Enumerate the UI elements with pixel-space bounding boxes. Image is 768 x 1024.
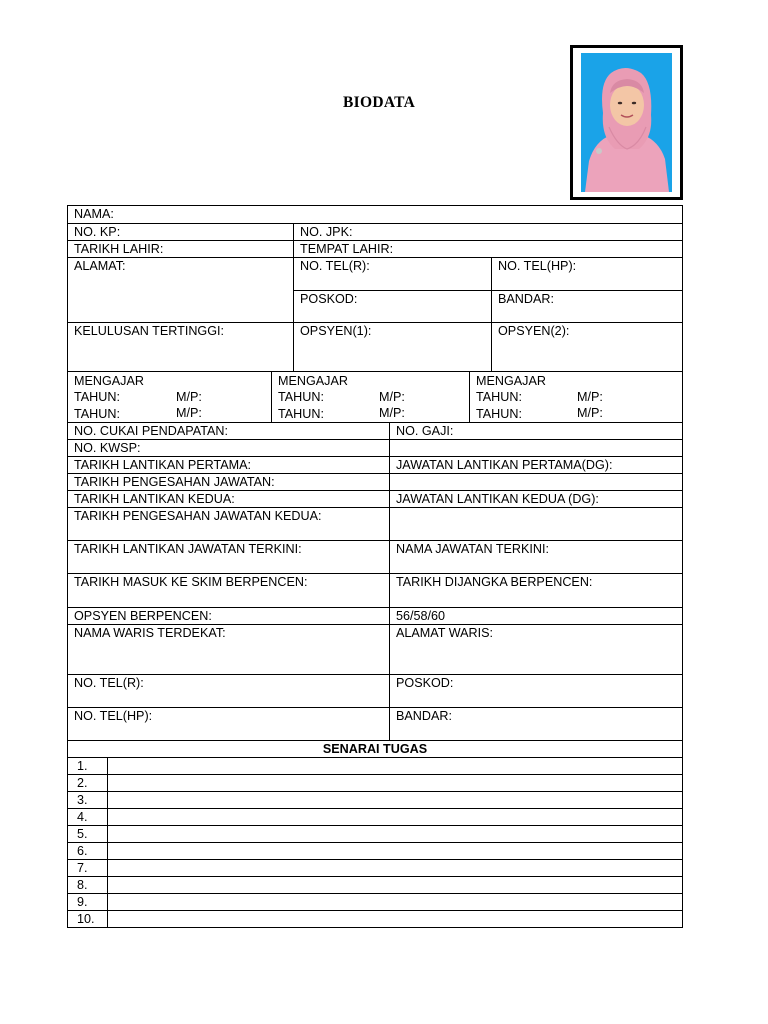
jawatan-pertama-field[interactable]: JAWATAN LANTIKAN PERTAMA(DG): [396,458,613,472]
waris-tel-r-field[interactable]: NO. TEL(R): [68,675,390,707]
mengajar-col-2[interactable] [272,372,470,422]
no-tel-r-field[interactable]: NO. TEL(R): [300,259,370,273]
pengesahan-kedua-value[interactable] [390,508,682,540]
mengajar-label: MENGAJAR [74,374,144,388]
poskod-field[interactable]: POSKOD: [300,292,358,306]
tugas-entry-field[interactable] [108,758,682,774]
biodata-form [67,205,683,928]
tugas-number: 8. [68,877,108,893]
tugas-entry-field[interactable] [108,911,682,927]
pengesahan-field[interactable]: TARIKH PENGESAHAN JAWATAN: [68,474,390,490]
tugas-number: 2. [68,775,108,791]
bandar-field[interactable]: BANDAR: [498,292,554,306]
lantikan-kedua-field[interactable]: TARIKH LANTIKAN KEDUA: [68,491,390,507]
mengajar-col-1[interactable] [68,372,272,422]
tugas-number: 9. [68,894,108,910]
mengajar-label: MENGAJAR [476,374,546,388]
document-title: BIODATA [343,94,416,111]
tugas-number: 4. [68,809,108,825]
tahun-label: TAHUN: [476,406,522,421]
tahun-label: TAHUN: [74,390,120,405]
tugas-row [68,826,682,843]
jawatan-kedua-field[interactable]: JAWATAN LANTIKAN KEDUA (DG): [396,492,599,506]
nama-waris-field[interactable]: NAMA WARIS TERDEKAT: [68,625,390,674]
tempat-lahir-field[interactable]: TEMPAT LAHIR: [300,242,394,256]
gaji-field[interactable]: NO. GAJI: [396,424,454,438]
tugas-entry-field[interactable] [108,809,682,825]
tugas-entry-field[interactable] [108,860,682,876]
tugas-entry-field[interactable] [108,843,682,859]
waris-tel-hp-field[interactable]: NO. TEL(HP): [68,708,390,740]
tugas-row [68,860,682,877]
tugas-number: 7. [68,860,108,876]
no-jpk-field[interactable]: NO. JPK: [300,225,353,239]
kwsp-field[interactable]: NO. KWSP: [68,440,390,456]
tugas-number: 1. [68,758,108,774]
mp-label: M/P: [577,406,603,420]
tugas-entry-field[interactable] [108,792,682,808]
pengesahan-value[interactable] [390,474,682,490]
tahun-label: TAHUN: [476,390,522,405]
no-kp-field[interactable]: NO. KP: [68,224,294,240]
alamat-waris-field[interactable]: ALAMAT WARIS: [396,626,494,640]
mengajar-col-3[interactable] [470,372,682,422]
mp-label: M/P: [379,390,405,404]
opsyen-pencen-field[interactable]: OPSYEN BERPENCEN: [68,608,390,624]
tugas-row [68,843,682,860]
lantikan-pertama-field[interactable]: TARIKH LANTIKAN PERTAMA: [68,457,390,473]
tugas-row [68,775,682,792]
tahun-label: TAHUN: [278,406,324,421]
tarikh-lahir-field[interactable]: TARIKH LAHIR: [68,241,294,257]
tahun-label: TAHUN: [74,406,120,421]
dijangka-pencen-field[interactable]: TARIKH DIJANGKA BERPENCEN: [396,575,593,589]
kwsp-value[interactable] [390,440,682,456]
nama-jawatan-terkini-field[interactable]: NAMA JAWATAN TERKINI: [396,542,550,556]
mp-label: M/P: [379,406,405,420]
tugas-number: 3. [68,792,108,808]
tugas-entry-field[interactable] [108,877,682,893]
opsyen2-field[interactable]: OPSYEN(2): [498,324,570,338]
mengajar-label: MENGAJAR [278,374,348,388]
mp-label: M/P: [577,390,603,404]
tugas-entry-field[interactable] [108,894,682,910]
waris-poskod-field[interactable]: POSKOD: [396,676,454,690]
tugas-row [68,758,682,775]
senarai-tugas-heading: SENARAI TUGAS [322,742,428,756]
personal-section [67,205,683,372]
opsyen1-field[interactable]: OPSYEN(1): [294,323,492,371]
opsyen-pencen-value[interactable]: 56/58/60 [396,609,446,623]
tugas-entry-field[interactable] [108,826,682,842]
tugas-number: 5. [68,826,108,842]
employment-section [67,423,683,741]
pengesahan-kedua-field[interactable]: TARIKH PENGESAHAN JAWATAN KEDUA: [68,508,390,540]
tugas-number: 10. [68,911,108,927]
tugas-row [68,877,682,894]
nama-field[interactable]: NAMA: [74,207,114,221]
kelulusan-field[interactable]: KELULUSAN TERTINGGI: [68,323,294,371]
mp-label: M/P: [176,390,202,404]
tugas-row [68,894,682,911]
tugas-row [68,911,682,927]
masuk-skim-field[interactable]: TARIKH MASUK KE SKIM BERPENCEN: [68,574,390,607]
mp-label: M/P: [176,406,202,420]
lantikan-terkini-field[interactable]: TARIKH LANTIKAN JAWATAN TERKINI: [68,541,390,573]
tugas-row [68,809,682,826]
photo-frame [570,45,683,200]
alamat-field[interactable]: ALAMAT: [68,258,294,322]
waris-bandar-field[interactable]: BANDAR: [396,709,452,723]
tugas-row [68,792,682,809]
no-tel-hp-field[interactable]: NO. TEL(HP): [498,259,577,273]
senarai-tugas-section [67,741,683,928]
mengajar-section [67,372,683,423]
tahun-label: TAHUN: [278,390,324,405]
cukai-field[interactable]: NO. CUKAI PENDAPATAN: [68,423,390,439]
tugas-entry-field[interactable] [108,775,682,791]
tugas-number: 6. [68,843,108,859]
profile-photo [581,53,672,192]
